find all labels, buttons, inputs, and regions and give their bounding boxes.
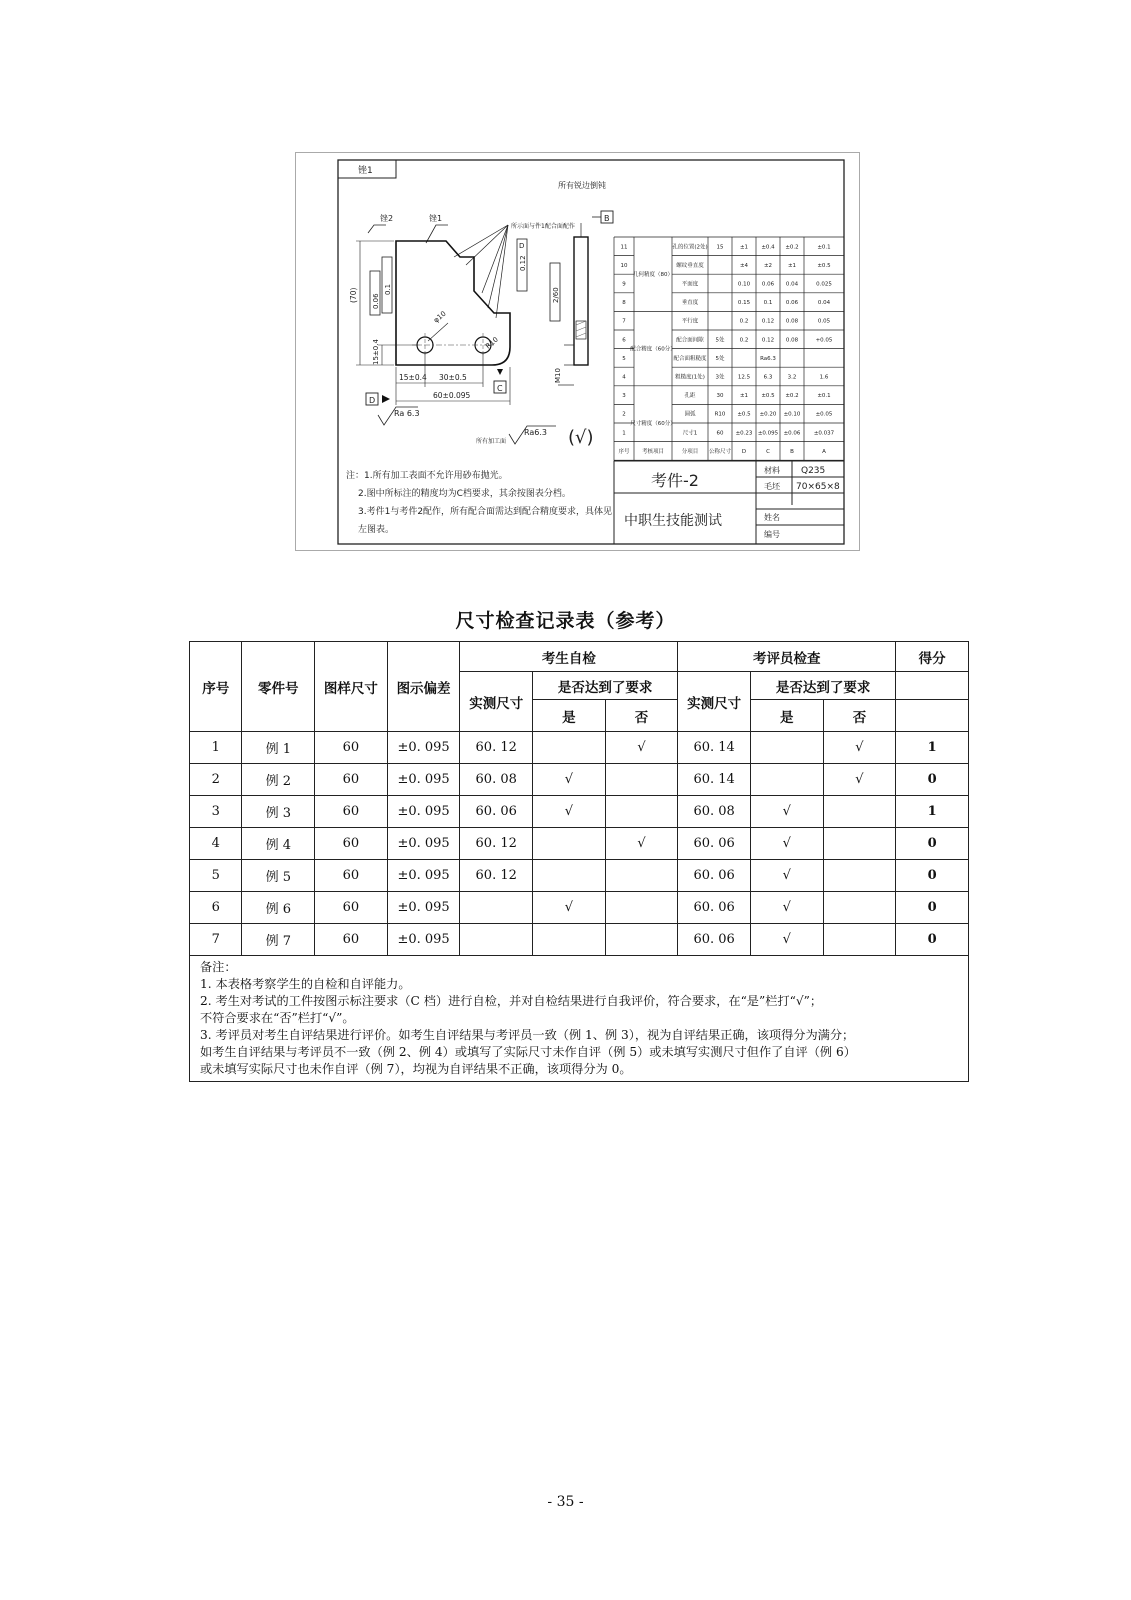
- cell-seq: 3: [190, 796, 242, 828]
- cell-self-no: [605, 892, 678, 924]
- table-row: [190, 796, 969, 828]
- header-tolerance: 图示偏差: [387, 642, 460, 732]
- material-value: Q235: [801, 466, 826, 476]
- spec-cell-b: ±0.2: [785, 393, 799, 400]
- cell-exam-yes: √: [750, 860, 823, 892]
- cell-part: 例 6: [242, 892, 315, 924]
- datum-d-top: D: [519, 242, 525, 250]
- cell-exam-yes: √: [750, 892, 823, 924]
- ra-all: 所有加工面: [476, 438, 507, 445]
- table-title: 尺寸检查记录表（参考）: [455, 610, 676, 632]
- table-row: [190, 860, 969, 892]
- cell-self-measured: 60. 12: [460, 828, 533, 860]
- cell-self-measured: 60. 06: [460, 796, 533, 828]
- spec-cell-b: 0.08: [785, 337, 799, 344]
- cell-tol: ±0. 095: [387, 924, 460, 956]
- dim-phi10: φ10: [432, 309, 448, 325]
- cell-exam-no: [823, 796, 896, 828]
- spec-cell-base: 3处: [715, 374, 725, 381]
- cell-self-measured: [460, 892, 533, 924]
- drawing-note-4: 左图表。: [358, 525, 395, 535]
- spec-footer-a: A: [822, 448, 826, 455]
- cell-tol: ±0. 095: [387, 764, 460, 796]
- spec-cell-item: 尺寸1: [682, 430, 698, 437]
- cell-score: 0: [896, 828, 969, 860]
- cell-exam-yes: √: [750, 924, 823, 956]
- cell-self-yes: [533, 924, 606, 956]
- spec-cell-c: ±0.095: [757, 430, 779, 437]
- cell-tol: ±0. 095: [387, 796, 460, 828]
- gdt-parallelism: 0.12: [519, 255, 527, 271]
- spec-cell-base: 60: [716, 430, 724, 437]
- cell-seq: 1: [190, 732, 242, 764]
- spec-cell-d: ±1: [739, 393, 749, 400]
- cell-exam-yes: [750, 732, 823, 764]
- spec-cell-no: 8: [622, 300, 626, 307]
- cell-part: 例 3: [242, 796, 315, 828]
- cell-self-measured: 60. 08: [460, 764, 533, 796]
- spec-cell-b: 0.08: [785, 318, 799, 325]
- cell-tol: ±0. 095: [387, 860, 460, 892]
- spec-cell-d: ±1: [739, 244, 749, 251]
- spec-cell-d: ±0.23: [735, 430, 753, 437]
- ra-all-value: Ra6.3: [524, 428, 548, 437]
- side-view: [574, 237, 588, 365]
- cell-exam-measured: 60. 06: [678, 860, 751, 892]
- cell-self-yes: [533, 828, 606, 860]
- spec-table: [614, 237, 844, 460]
- mating-note: 所示面与件1配合面配作: [511, 223, 575, 230]
- cell-score: 0: [896, 764, 969, 796]
- spec-cell-no: 2: [622, 411, 626, 418]
- cell-self-yes: [533, 732, 606, 764]
- spec-cell-b: 0.04: [785, 281, 799, 288]
- note-line: 1. 本表格考察学生的自检和自评能力。: [200, 977, 411, 991]
- cell-self-yes: [533, 860, 606, 892]
- gdt-parallelism-2: 2/60: [552, 287, 560, 303]
- cell-tol: ±0. 095: [387, 828, 460, 860]
- spec-cell-b: ±0.10: [783, 411, 801, 418]
- datum-c: C: [497, 384, 503, 393]
- cell-exam-measured: 60. 14: [678, 764, 751, 796]
- cell-exam-measured: 60. 06: [678, 924, 751, 956]
- cell-exam-yes: √: [750, 796, 823, 828]
- cell-exam-yes: [750, 764, 823, 796]
- dim-70: (70): [349, 287, 358, 303]
- spec-cell-item: 垂直度: [681, 300, 699, 307]
- blank-label: 毛坯: [764, 482, 780, 491]
- spec-cell-c: 6.3: [763, 374, 773, 381]
- spec-cell-item: 配合面粗糙度: [673, 355, 707, 362]
- school-label: 中职生技能测试: [624, 513, 722, 529]
- header-score-blank-2: [896, 700, 969, 732]
- cell-self-measured: [460, 924, 533, 956]
- spec-cell-no: 4: [622, 374, 626, 381]
- spec-cell-c: ±2: [763, 262, 773, 269]
- spec-cell-no: 10: [620, 262, 628, 269]
- dim-15: 15±0.4: [399, 373, 427, 382]
- cell-exam-measured: 60. 08: [678, 796, 751, 828]
- cell-size: 60: [315, 860, 388, 892]
- spec-cell-c: ±0.5: [761, 393, 775, 400]
- spec-cell-item: 配合面间隙: [676, 337, 704, 344]
- spec-cell-a: 1.6: [819, 374, 829, 381]
- spec-cell-c: 0.06: [761, 281, 775, 288]
- spec-cell-no: 7: [622, 318, 626, 325]
- spec-cell-base: 15: [716, 244, 724, 251]
- cell-part: 例 1: [242, 732, 315, 764]
- table-row: [190, 764, 969, 796]
- cell-size: 60: [315, 764, 388, 796]
- header-self-yes: 是: [533, 700, 606, 732]
- header-score: 得分: [896, 642, 969, 672]
- spec-cell-no: 1: [622, 430, 626, 437]
- dimension-check-table: [189, 641, 969, 1082]
- drawing-note-2: 2.图中所标注的精度均为C档要求，其余按图表分档。: [358, 489, 571, 499]
- engineering-drawing: [295, 152, 860, 551]
- cell-seq: 4: [190, 828, 242, 860]
- cell-self-yes: √: [533, 892, 606, 924]
- header-part: 零件号: [242, 642, 315, 732]
- header-size: 图样尺寸: [315, 642, 388, 732]
- spec-footer-no: 序号: [618, 448, 630, 455]
- spec-cell-item: 平面度: [681, 281, 699, 288]
- note-line: 3. 考评员对考生自评结果进行评价。如考生自评结果与考评员一致（例 1、例 3），视为自评结果正确，该项得分为满分；: [200, 1028, 855, 1042]
- spec-group: 尺寸精度（60分）: [630, 421, 676, 427]
- spec-cell-d: 0.2: [739, 318, 749, 325]
- cell-exam-no: [823, 860, 896, 892]
- spec-cell-item: 螺纹垂直度: [676, 262, 704, 269]
- cell-self-no: [605, 924, 678, 956]
- dim-30: 30±0.5: [439, 373, 467, 382]
- header-seq: 序号: [190, 642, 242, 732]
- cell-part: 例 2: [242, 764, 315, 796]
- spec-cell-a: +0.05: [815, 337, 833, 344]
- cell-self-measured: 60. 12: [460, 860, 533, 892]
- cell-self-no: [605, 796, 678, 828]
- note-line: 或未填写实际尺寸也未作自评（例 7），均视为自评结果不正确，该项得分为 0。: [200, 1062, 632, 1076]
- cell-seq: 5: [190, 860, 242, 892]
- cell-score: 1: [896, 732, 969, 764]
- cell-exam-measured: 60. 06: [678, 828, 751, 860]
- ra-63: Ra 6.3: [394, 409, 420, 418]
- cell-exam-no: √: [823, 732, 896, 764]
- spec-cell-item: 粗糙度(1处): [675, 374, 705, 381]
- drawing-note-3: 3.考件1与考件2配作，所有配合面需达到配合精度要求，具体见: [358, 507, 613, 517]
- cell-size: 60: [315, 892, 388, 924]
- cell-tol: ±0. 095: [387, 732, 460, 764]
- top-label: 所有锐边倒钝: [558, 181, 606, 190]
- blank-value: 70×65×8: [796, 482, 840, 492]
- cell-size: 60: [315, 828, 388, 860]
- cell-exam-no: [823, 892, 896, 924]
- cell-exam-measured: 60. 06: [678, 892, 751, 924]
- spec-cell-b: ±0.2: [785, 244, 799, 251]
- spec-cell-c: ±0.20: [759, 411, 777, 418]
- spec-cell-a: 0.04: [817, 300, 831, 307]
- cell-size: 60: [315, 796, 388, 828]
- cell-size: 60: [315, 924, 388, 956]
- spec-cell-item: 圆弧: [684, 411, 696, 418]
- spec-footer-item: 分项目: [681, 448, 699, 455]
- spec-cell-base: 5处: [715, 355, 725, 362]
- spec-cell-b: 3.2: [787, 374, 797, 381]
- header-score-blank: [896, 672, 969, 700]
- spec-cell-a: ±0.05: [815, 411, 833, 418]
- spec-cell-c: 0.1: [763, 300, 773, 307]
- cell-exam-yes: √: [750, 828, 823, 860]
- spec-cell-no: 3: [622, 393, 626, 400]
- spec-cell-a: ±0.5: [817, 262, 831, 269]
- header-self-no: 否: [605, 700, 678, 732]
- dim-lines: [356, 241, 510, 405]
- spec-cell-item: 孔的位置(2处): [672, 244, 708, 251]
- table-row: [190, 892, 969, 924]
- datum-d: D: [369, 396, 376, 405]
- header-self-reached: 是否达到了要求: [533, 672, 678, 700]
- spec-cell-c: 0.12: [761, 337, 775, 344]
- note-line: 如考生自评结果与考评员不一致（例 2、例 4）或填写了实际尺寸未作自评（例 5）或未填写实测尺寸但作了自评（例 6）: [200, 1045, 856, 1059]
- cell-tol: ±0. 095: [387, 892, 460, 924]
- table-notes: [190, 956, 969, 1082]
- header-exam-reached: 是否达到了要求: [750, 672, 895, 700]
- spec-group: 配合精度（60分）: [630, 346, 676, 353]
- part-tag: 锉1: [358, 166, 373, 176]
- spec-cell-item: 孔距: [684, 393, 696, 400]
- cell-part: 例 5: [242, 860, 315, 892]
- gdt-flatness: 0.06: [372, 293, 380, 309]
- cell-score: 0: [896, 892, 969, 924]
- spec-group: 几何精度（80）: [633, 272, 673, 279]
- gdt-perpendicularity: 0.1: [384, 283, 392, 295]
- spec-cell-a: ±0.1: [817, 244, 831, 251]
- spec-cell-d: ±0.5: [737, 411, 751, 418]
- cell-exam-no: [823, 924, 896, 956]
- spec-cell-a: 0.05: [817, 318, 831, 325]
- spec-cell-d: 0.2: [739, 337, 749, 344]
- mark-1: 锉1: [429, 214, 443, 223]
- cell-self-no: [605, 764, 678, 796]
- dim-m10: M10: [554, 368, 562, 383]
- spec-cell-item: 平行度: [681, 318, 699, 325]
- spec-cell-c: ±0.4: [761, 244, 775, 251]
- spec-cell-base: R10: [714, 411, 726, 418]
- table-row: [190, 828, 969, 860]
- cell-self-no: √: [605, 828, 678, 860]
- spec-cell-a: ±0.1: [817, 393, 831, 400]
- spec-cell-a: ±0.037: [813, 430, 835, 437]
- mark-2: 锉2: [380, 214, 394, 223]
- spec-cell-b: 0.06: [785, 300, 799, 307]
- mating-leaders: [454, 225, 508, 318]
- cell-exam-no: √: [823, 764, 896, 796]
- name-label: 姓名: [764, 513, 780, 522]
- cell-self-no: [605, 860, 678, 892]
- note-line: 备注：: [200, 960, 237, 974]
- cell-self-measured: 60. 12: [460, 732, 533, 764]
- spec-cell-c: 0.12: [761, 318, 775, 325]
- datum-b: B: [604, 214, 610, 223]
- drawing-note-1: 注：1.所有加工表面不允许用砂布抛光。: [346, 471, 508, 481]
- spec-footer-base: 公称尺寸: [708, 448, 732, 455]
- spec-cell-no: 11: [620, 244, 628, 251]
- spec-footer-d: D: [741, 448, 747, 455]
- spec-footer-group: 考核项目: [641, 448, 665, 455]
- dim-60: 60±0.095: [433, 391, 471, 400]
- header-self-check: 考生自检: [460, 642, 678, 672]
- page-number: - 35 -: [547, 1494, 584, 1510]
- cell-score: 0: [896, 860, 969, 892]
- header-self-measured: 实测尺寸: [460, 672, 533, 732]
- cell-exam-measured: 60. 14: [678, 732, 751, 764]
- note-line: 2. 考生对考试的工件按图示标注要求（C 档）进行自检，并对自检结果进行自我评价，符合要求，在“是”栏打“√”；: [200, 994, 823, 1008]
- title-part: 考件-2: [651, 471, 699, 490]
- table-row: [190, 732, 969, 764]
- number-label: 编号: [764, 530, 780, 539]
- cell-score: 0: [896, 924, 969, 956]
- spec-cell-d: 0.10: [737, 281, 751, 288]
- dim-15-vertical: 15±0.4: [372, 339, 380, 365]
- cell-seq: 7: [190, 924, 242, 956]
- cell-seq: 2: [190, 764, 242, 796]
- spec-footer-b: B: [790, 448, 794, 455]
- spec-cell-d: 12.5: [737, 374, 751, 381]
- header-exam-measured: 实测尺寸: [678, 672, 751, 732]
- note-line: 不符合要求在“否”栏打“√”。: [200, 1011, 355, 1025]
- cell-score: 1: [896, 796, 969, 828]
- spec-cell-base: 30: [716, 393, 724, 400]
- spec-cell-no: 6: [622, 337, 626, 344]
- cell-part: 例 7: [242, 924, 315, 956]
- header-exam-no: 否: [823, 700, 896, 732]
- spec-cell-c: Ra6.3: [760, 355, 776, 362]
- spec-cell-d: 0.15: [737, 300, 751, 307]
- spec-cell-no: 5: [622, 355, 626, 362]
- spec-cell-a: 0.025: [816, 281, 832, 288]
- cell-self-yes: √: [533, 796, 606, 828]
- header-examiner-check: 考评员检查: [678, 642, 896, 672]
- spec-cell-b: ±1: [787, 262, 797, 269]
- spec-cell-base: 5处: [715, 337, 725, 344]
- cell-part: 例 4: [242, 828, 315, 860]
- cell-seq: 6: [190, 892, 242, 924]
- cell-exam-no: [823, 828, 896, 860]
- spec-cell-d: ±4: [739, 262, 749, 269]
- spec-cell-b: ±0.06: [783, 430, 801, 437]
- cell-size: 60: [315, 732, 388, 764]
- dim-r10: R10: [484, 335, 500, 351]
- ra-check: (√): [568, 427, 594, 448]
- cell-self-yes: √: [533, 764, 606, 796]
- spec-cell-no: 9: [622, 281, 626, 288]
- material-label: 材料: [764, 466, 780, 475]
- table-row: [190, 924, 969, 956]
- cell-self-no: √: [605, 732, 678, 764]
- header-exam-yes: 是: [750, 700, 823, 732]
- spec-footer-c: C: [766, 448, 770, 455]
